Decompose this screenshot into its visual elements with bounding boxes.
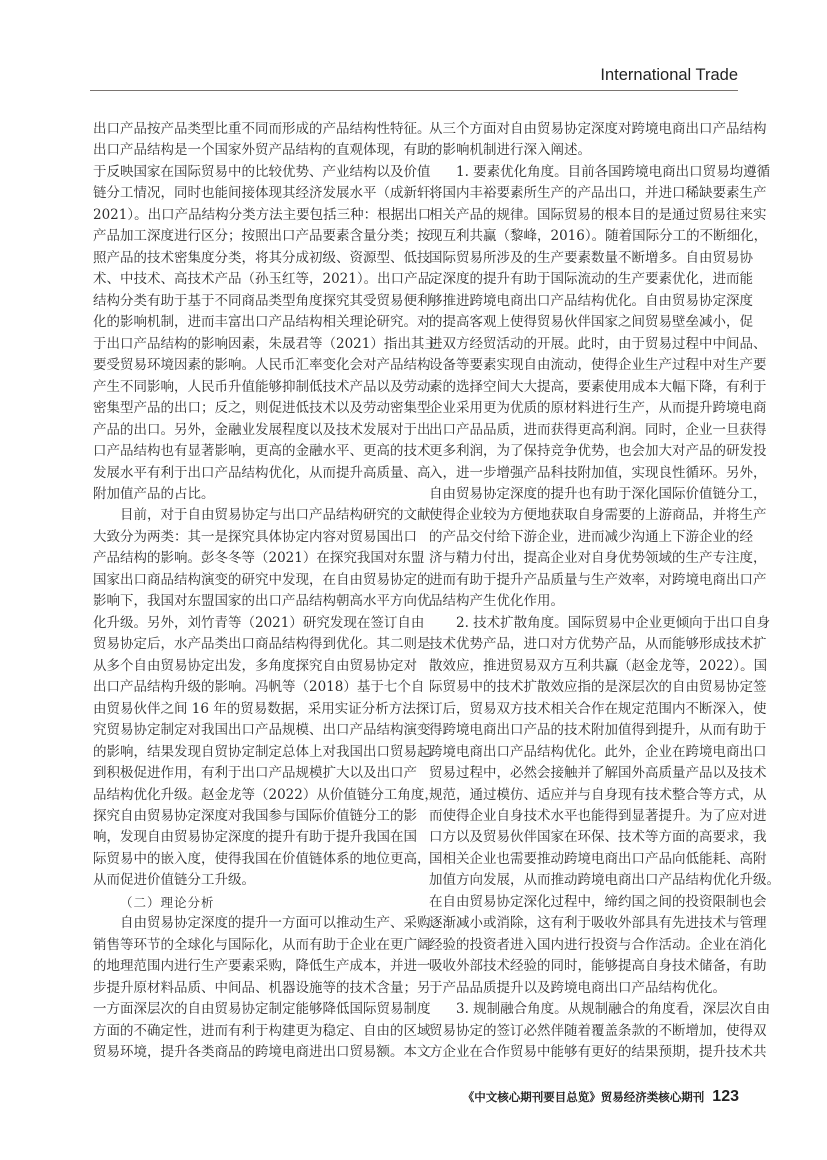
- text-line: 密集型产品的出口；反之，则促进低技术以及劳动密集型: [93, 400, 431, 417]
- text-line: 产品结构的影响。彭冬冬等（2021）在探究我国对东盟: [93, 550, 425, 567]
- text-line: 贸易环境，提升各类商品的跨境电商进出口贸易额。本文: [93, 1044, 431, 1061]
- text-line: 3. 规制融合角度。从规制融合的角度看，深层次自由: [456, 1001, 771, 1018]
- section-title: International Trade: [600, 66, 738, 84]
- text-line: 品结构产生优化作用。: [429, 593, 564, 610]
- text-line: 贸易过程中，必然会接触并了解国外高质量产品以及技术: [429, 765, 767, 782]
- text-line: 响，发现自由贸易协定深度的提升有助于提升我国在国: [93, 829, 417, 846]
- text-line: 销售等环节的全球化与国际化，从而有助于企业在更广阔: [93, 936, 431, 953]
- text-line: 口方以及贸易伙伴国家在环保、技术等方面的高要求，我: [429, 829, 767, 846]
- right-column: [429, 119, 780, 1064]
- text-line: 逐渐减小或消除，这有利于吸收外部具有先进技术与管理: [429, 915, 767, 932]
- text-line: 于产品品质提升以及跨境电商出口产品结构优化。: [429, 979, 726, 996]
- text-line: 于出口产品结构的影响因素，朱晟君等（2021）指出其主: [93, 335, 438, 352]
- text-line: 更多利润，为了保持竞争优势，也会加大对产品的研发投: [429, 443, 767, 460]
- text-line: 结构分类有助于基于不同商品类型角度探究其受贸易便利: [93, 292, 431, 309]
- text-line: 要受贸易环境因素的影响。人民币汇率变化会对产品结构: [93, 357, 431, 374]
- text-line: 相关产品的规律。国际贸易的根本目的是通过贸易往来实: [429, 206, 767, 223]
- text-line: 国际贸易所涉及的生产要素数量不断增多。自由贸易协: [429, 249, 753, 266]
- text-line: 品结构优化升级。赵金龙等（2022）从价值链分工角度，: [93, 786, 438, 803]
- text-line: 国家出口商品结构演变的研究中发现，在自由贸易协定的: [93, 571, 431, 588]
- text-line: 际贸易中的技术扩散效应指的是深层次的自由贸易协定签: [429, 679, 767, 696]
- text-line: 产品的出口。另外，金融业发展程度以及技术发展对于出: [93, 421, 431, 438]
- text-line: 术、中技术、高技术产品（孙玉红等，2021）。出口产品: [93, 271, 432, 288]
- text-line: 国相关企业也需要推动跨境电商出口产品向低能耗、高附: [429, 850, 767, 867]
- text-line: 订后，贸易双方技术相关合作在规定范围内不断深入，使: [429, 700, 767, 717]
- text-line: 贸易协定的签订必然伴随着覆盖条款的不断增加，使得双: [429, 1022, 767, 1039]
- text-line: 经验的投资者进入国内进行投资与合作活动。企业在消化: [429, 936, 767, 953]
- text-line: 发展水平有利于出口产品结构优化，从而提升高质量、高: [93, 464, 431, 481]
- text-line: 2. 技术扩散角度。国际贸易中企业更倾向于出口自身: [456, 614, 771, 631]
- text-line: 出口产品品质，进而获得更高利润。同时，企业一旦获得: [429, 421, 767, 438]
- left-column: [93, 119, 444, 1064]
- heading-text: （二）理论分析: [120, 894, 215, 910]
- text-line: 企业采用更为优质的原材料进行生产，从而提升跨境电商: [429, 400, 767, 417]
- paragraph: [93, 505, 438, 891]
- text-line: 出口产品结构升级的影响。冯帆等（2018）基于七个自: [93, 679, 425, 696]
- text-line: 在自由贸易协定深化过程中，缔约国之间的投资限制也会: [429, 893, 767, 910]
- text-line: 设备等要素实现自由流动，使得企业生产过程中对生产要: [429, 357, 767, 374]
- text-line: 素的选择空间大大提高，要素使用成本大幅下降，有利于: [429, 378, 767, 395]
- page-footer: [463, 1088, 739, 1106]
- text-line: 从而促进价值链分工升级。: [93, 872, 255, 889]
- text-line: 贸易协定后，水产品类出口商品结构得到优化。其二则是: [93, 636, 431, 653]
- text-line: 出口产品结构是一个国家外贸产品结构的直观体现，有助: [93, 142, 431, 159]
- text-line: 附加值产品的占比。: [93, 485, 215, 502]
- paragraph: [429, 162, 771, 613]
- text-line: 规范，通过模仿、适应并与自身现有技术整合等方式，从: [429, 786, 767, 803]
- text-line: 化的影响机制，进而丰富出口产品结构相关理论研究。对: [93, 314, 431, 331]
- text-line: 的产品交付给下游企业，进而减少沟通上下游企业的经: [429, 528, 753, 545]
- text-line: 照产品的技术密集度分类，将其分成初级、资源型、低技: [93, 249, 431, 266]
- text-line: 自由贸易协定深度的提升也有助于深化国际价值链分工，: [429, 485, 767, 502]
- paragraph: [93, 119, 444, 505]
- text-line: 化升级。另外，刘竹青等（2021）研究发现在签订自由: [93, 614, 425, 631]
- text-line: 的提高客观上使得贸易伙伴国家之间贸易壁垒减小，促: [429, 314, 753, 331]
- text-line: 2021）。出口产品结构分类方法主要包括三种：根据出口: [93, 206, 432, 223]
- text-line: 够推进跨境电商出口产品结构优化。自由贸易协定深度: [429, 292, 753, 309]
- paragraph: [93, 913, 444, 1063]
- text-line: 的影响机制进行深入阐述。: [429, 142, 591, 159]
- text-line: 散效应，推进贸易双方互利共赢（赵金龙等，2022）。国: [429, 657, 768, 674]
- text-line: 入，进一步增强产品科技附加值，实现良性循环。另外，: [429, 464, 767, 481]
- text-line: 技术优势产品，进口对方优势产品，从而能够形成技术扩: [429, 636, 767, 653]
- text-line: 从三个方面对自由贸易协定深度对跨境电商出口产品结构: [429, 121, 767, 137]
- text-line: 的影响，结果发现自贸协定制定总体上对我国出口贸易起: [93, 743, 431, 760]
- text-line: 究贸易协定制定对我国出口产品规模、出口产品结构演变: [93, 722, 431, 739]
- page-number: 123: [712, 1088, 739, 1105]
- text-line: 得跨境电商出口产品的技术附加值得到提升，从而有助于: [429, 722, 767, 739]
- text-line: 跨境电商出口产品结构优化。此外，企业在跨境电商出口: [429, 743, 767, 760]
- text-line: 目前，对于自由贸易协定与出口产品结构研究的文献: [120, 507, 431, 524]
- text-line: 大致分为两类：其一是探究具体协定内容对贸易国出口: [93, 528, 417, 545]
- text-line: 定深度的提升有助于国际流动的生产要素优化，进而能: [429, 271, 753, 288]
- text-line: 自由贸易协定深度的提升一方面可以推动生产、采购、: [120, 915, 444, 932]
- text-line: 产生不同影响，人民币升值能够抑制低技术产品以及劳动: [93, 378, 431, 395]
- paragraph: [429, 613, 780, 999]
- text-line: 口产品结构也有显著影响，更高的金融水平、更高的技术: [93, 443, 431, 460]
- text-line: 于反映国家在国际贸易中的比较优势、产业结构以及价值: [93, 163, 431, 180]
- journal-note: 《中文核心期刊要目总览》贸易经济类核心期刊: [462, 1092, 705, 1104]
- text-line: 而使得企业自身技术水平也能得到显著提升。为了应对进: [429, 808, 767, 824]
- text-line: 到积极促进作用，有利于出口产品规模扩大以及出口产: [93, 765, 417, 782]
- paragraph: [429, 999, 771, 1063]
- text-line: 探究自由贸易协定深度对我国参与国际价值链分工的影: [93, 808, 417, 824]
- text-line: 链分工情况，同时也能间接体现其经济发展水平（成新轩，: [93, 185, 444, 202]
- text-line: 进双方经贸活动的开展。此时，由于贸易过程中中间品、: [429, 335, 767, 352]
- text-line: 从多个自由贸易协定出发，多角度探究自由贸易协定对: [93, 657, 417, 674]
- text-line: 将国内丰裕要素所生产的产品出口，并进口稀缺要素生产: [429, 185, 767, 202]
- text-line: 加值方向发展，从而推动跨境电商出口产品结构优化升级。: [429, 872, 780, 889]
- paragraph: [429, 119, 767, 162]
- text-line: 使得企业较为方便地获取自身需要的上游商品，并将生产: [429, 507, 767, 524]
- text-line: 方企业在合作贸易中能够有更好的结果预期，提升技术共: [429, 1044, 767, 1061]
- text-line: 的地理范围内进行生产要素采购，降低生产成本，并进一: [93, 958, 431, 975]
- text-line: 吸收外部技术经验的同时，能够提高自身技术储备，有助: [429, 958, 767, 975]
- text-line: 方面的不确定性，进而有利于构建更为稳定、自由的区域: [93, 1022, 431, 1039]
- text-line: 影响下，我国对东盟国家的出口产品结构朝高水平方向优: [93, 593, 431, 610]
- section-heading: [93, 892, 405, 913]
- text-line: 一方面深层次的自由贸易协定制定能够降低国际贸易制度: [93, 1001, 431, 1018]
- text-line: 由贸易伙伴之间 16 年的贸易数据，采用实证分析方法探: [93, 700, 430, 717]
- text-line: 产品加工深度进行区分；按照出口产品要素含量分类；按: [93, 228, 431, 245]
- header-divider: [90, 90, 738, 91]
- text-line: 步提升原材料品质、中间品、机器设施等的技术含量；另: [93, 979, 431, 996]
- text-line: 进而有助于提升产品质量与生产效率，对跨境电商出口产: [429, 571, 767, 588]
- text-line: 出口产品按产品类型比重不同而形成的产品结构性特征。: [93, 121, 431, 137]
- text-line: 现互利共赢（黎峰，2016）。随着国际分工的不断细化，: [429, 228, 768, 245]
- text-line: 际贸易中的嵌入度，使得我国在价值链体系的地位更高，: [93, 850, 431, 867]
- text-line: 济与精力付出，提高企业对自身优势领域的生产专注度，: [429, 550, 767, 567]
- text-line: 1. 要素优化角度。目前各国跨境电商出口贸易均遵循: [456, 163, 771, 180]
